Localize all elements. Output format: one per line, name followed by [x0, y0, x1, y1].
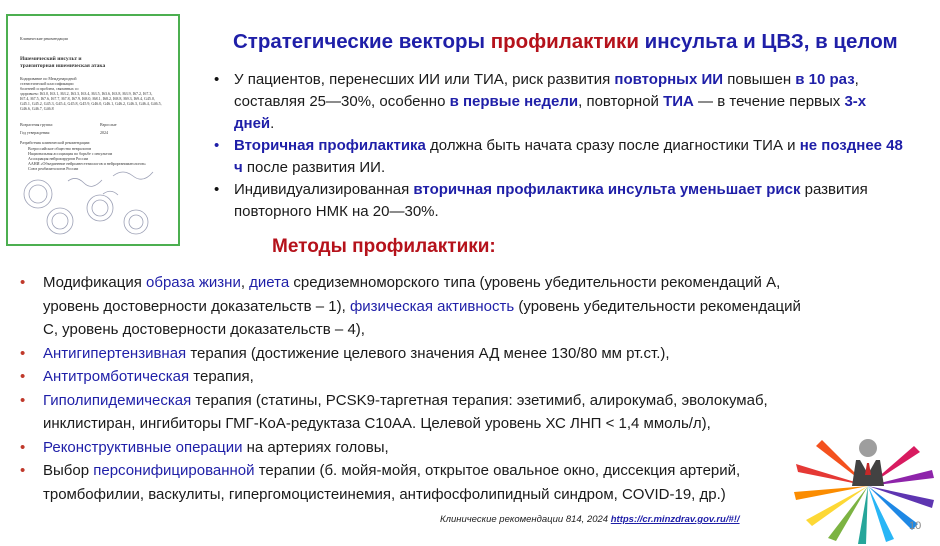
bullet-icon: •	[20, 438, 26, 456]
title-part: Стратегические векторы	[233, 30, 491, 53]
thumb-text-line: здоровьем: I63.0, I63.1, I63.2, I63.3, I63.4, I63.5, I63.6, I63.8, I63.9, I67.2, I67.3,	[20, 91, 153, 96]
bullet-icon: •	[20, 274, 26, 291]
stamp-icon	[129, 215, 143, 229]
person-icon	[852, 439, 884, 486]
method-keyword: Антигипертензивная	[43, 344, 187, 362]
method-text: ,	[240, 274, 250, 291]
thumb-text-line: Кодирование по Международной	[20, 76, 77, 81]
method-item	[20, 365, 810, 389]
fact-text: развития повторного НМК на 20—30%.	[234, 181, 868, 220]
fact-item	[208, 179, 908, 223]
fact-item	[208, 135, 908, 179]
fact-text: после развития ИИ.	[242, 159, 386, 176]
method-text: средиземноморского типа (уровень убедительности рекомендаций А, уровень достоверности доказательств – 1),	[43, 274, 781, 315]
fact-text: должна быть начата сразу после диагностики ТИА и	[425, 137, 800, 154]
thumb-developers-label: Разработчик клинической рекомендации:	[20, 140, 91, 145]
arrow-icon	[868, 486, 894, 542]
key-facts-list	[208, 69, 908, 223]
method-text: Модификация	[43, 274, 147, 291]
fact-text: У пациентов, перенесших ИИ или ТИА, риск развития	[234, 71, 615, 88]
method-text: терапия (достижение целевого значения АД менее 130/80 мм рт.ст.),	[186, 344, 670, 362]
thumb-developer: Национальная ассоциация по борьбе с инсультом	[28, 151, 113, 156]
method-item	[20, 271, 810, 342]
bullet-icon: •	[214, 181, 220, 198]
method-keyword: Гиполипидемическая	[43, 391, 192, 409]
method-keyword: Реконструктивные операции	[43, 438, 243, 456]
stamp-icon	[47, 208, 73, 234]
fact-highlight: в первые недели	[449, 93, 579, 110]
fact-highlight: Вторичная профилактика	[234, 137, 426, 154]
document-thumbnail	[6, 14, 180, 246]
stamp-icon	[92, 200, 108, 216]
method-item	[20, 436, 810, 460]
methods-list	[20, 271, 810, 506]
thumb-year-label: Год утверждения:	[20, 130, 51, 135]
fact-highlight: повторных ИИ	[614, 71, 724, 88]
stamp-icon	[24, 180, 52, 208]
thumb-text-line: I67.4, I67.5, I67.6, I67.7, I67.8, I67.9, I68.0, I68.1, I68.2, I68.8, I69.3, I69.4, G45.0,	[20, 96, 155, 101]
source-footnote	[440, 514, 740, 525]
method-text: на артериях головы,	[242, 438, 389, 456]
stamp-icon	[52, 213, 68, 229]
thumb-title-line2: транзиторная ишемическая атака	[20, 63, 106, 69]
thumb-header: Клинические рекомендации	[20, 36, 68, 41]
thumb-year-value: 2024	[100, 130, 108, 135]
method-text: терапия (статины, PCSK9-таргетная терапия: эзетимиб, алирокумаб, эволокумаб, инклистиран, ингибиторы ГМГ-КоА-редуктаза С10АА. Целевой уровень ХС ЛНП < 1,4 ммоль/л),	[43, 391, 768, 432]
signature-icon	[68, 172, 153, 195]
method-item	[20, 389, 810, 436]
method-keyword: диета	[249, 274, 290, 291]
source-link[interactable]: https://cr.minzdrav.gov.ru/#!/	[610, 514, 740, 525]
bullet-icon: •	[20, 391, 26, 409]
fact-highlight: не позднее 48 ч	[234, 137, 903, 176]
thumb-developer: Ассоциация нейрохирургов России	[28, 156, 89, 161]
stamp-icon	[124, 210, 148, 234]
title-part: инсульта и ЦВЗ, в целом	[638, 30, 898, 53]
method-keyword: Антитромботическая	[43, 368, 190, 385]
method-text: Выбор	[43, 462, 94, 479]
page-number: 10	[909, 520, 922, 532]
bullet-icon: •	[20, 344, 26, 362]
thumb-developer: Союз реабилитологов России	[28, 166, 79, 171]
method-item	[20, 342, 810, 366]
thumb-text-line: статистической классификации	[20, 81, 74, 86]
fact-text: , составляя 25—30%, особенно	[234, 71, 859, 110]
thumb-text-line: G46.6, G46.7, G46.8	[20, 106, 54, 111]
method-text: терапии (б. мойя-мойя, открытое овальное окно, диссекция артерий, тромбофилии, васкулиты, гипергомоцистеинемия, антифосфолипидный синдром, COVID-19, др.)	[43, 462, 741, 503]
stamp-icon	[29, 185, 47, 203]
fact-highlight: ТИА	[663, 93, 694, 110]
method-text: терапия,	[189, 368, 254, 385]
footnote-text: Клинические рекомендации 814, 2024	[440, 514, 611, 525]
fact-item	[208, 69, 908, 135]
thumb-developer: ААНИ «Объединение нейроанестезиологов и нейрореаниматологов»	[28, 161, 146, 166]
fact-highlight: в 10 раз	[795, 71, 855, 88]
title-highlight: профилактики	[490, 30, 639, 53]
method-text: (уровень убедительности рекомендаций С, уровень достоверности доказательств – 4),	[43, 297, 801, 338]
method-keyword: образа жизни	[146, 274, 241, 291]
method-keyword: персонифицированной	[93, 462, 255, 479]
method-item	[20, 459, 810, 506]
fact-text: — в течение первых	[693, 93, 845, 110]
arrow-icon	[858, 486, 868, 544]
fact-text: Индивидуализированная	[234, 181, 414, 198]
bullet-icon: •	[20, 368, 26, 385]
fact-text: , повторной	[578, 93, 664, 110]
thumb-age-label: Возрастная группа:	[20, 122, 54, 127]
arrow-icon	[868, 486, 934, 508]
thumb-text-line: G45.1, G45.2, G45.3, G45.4, G45.8, G45.9, G46.0, G46.1, G46.2, G46.3, G46.4, G46.5,	[20, 101, 162, 106]
method-keyword: физическая активность	[349, 297, 515, 315]
thumb-title-line1: Ишемический инсульт и	[20, 56, 82, 62]
bullet-icon: •	[20, 462, 26, 479]
fact-highlight: вторичная профилактика инсульта уменьшает риск	[413, 181, 801, 198]
thumb-text-line: болезней и проблем, связанных со	[20, 86, 79, 91]
stamp-icon	[87, 195, 113, 221]
thumb-age-value: Взрослые	[100, 122, 117, 127]
fact-text: повышен	[723, 71, 796, 88]
slide-title	[233, 30, 898, 54]
thumb-developer: Всероссийское общество неврологов	[28, 146, 92, 151]
fact-text: .	[270, 115, 275, 132]
bullet-icon: •	[214, 71, 220, 88]
thumb-stamps	[8, 16, 178, 244]
bullet-icon: •	[214, 137, 220, 154]
fact-highlight: 3-х дней	[234, 93, 867, 132]
methods-heading: Методы профилактики:	[272, 236, 496, 257]
